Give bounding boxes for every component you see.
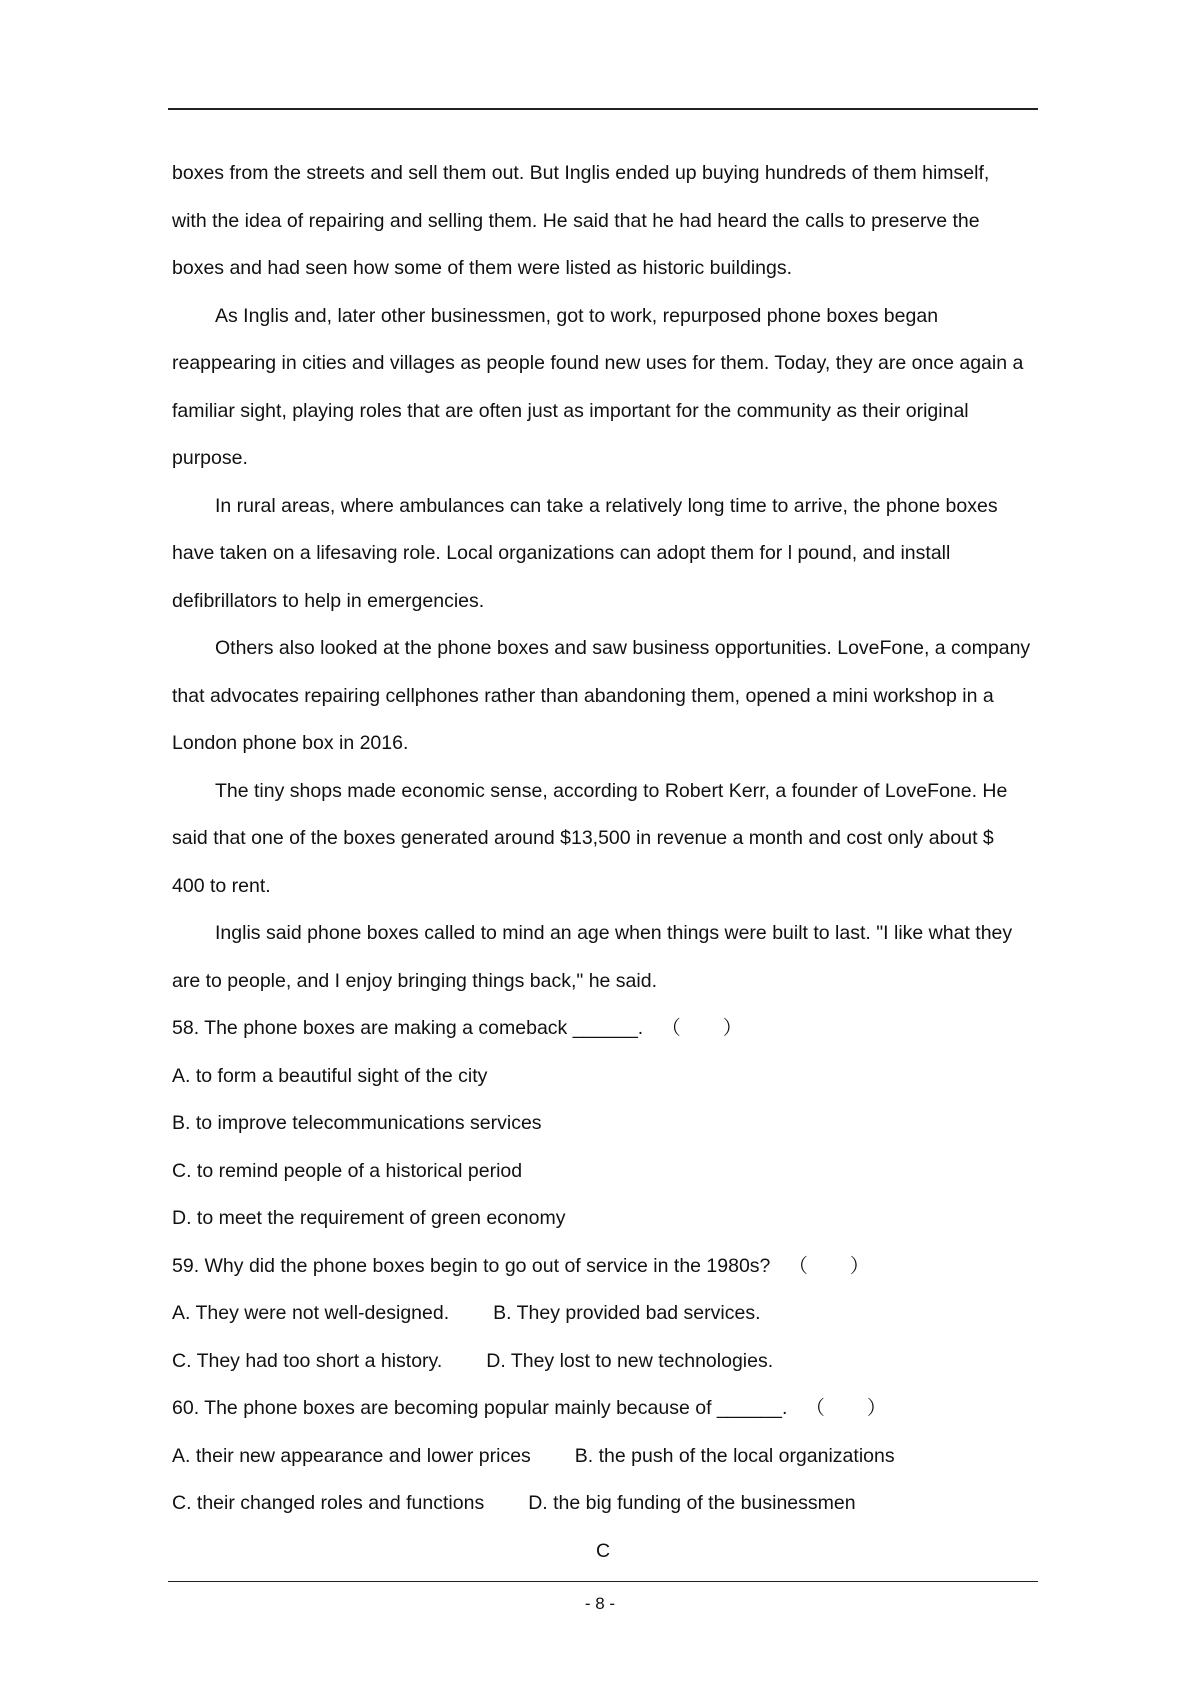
option-a: A. their new appearance and lower prices <box>172 1444 531 1467</box>
passage-line: As Inglis and, later other businessmen, got to work, repurposed phone boxes began <box>215 304 939 327</box>
passage-line: 400 to rent. <box>172 874 271 897</box>
question-text: 60. The phone boxes are becoming popular mainly because of ______. <box>172 1397 788 1419</box>
option-a: A. They were not well-designed. <box>172 1302 450 1324</box>
passage-line: boxes from the streets and sell them out. But Inglis ended up buying hundreds of them himself, <box>172 162 990 184</box>
option-b: B. the push of the local organizations <box>574 1444 895 1467</box>
option-a: A. to form a beautiful sight of the city <box>172 1064 488 1087</box>
header-rule <box>168 108 1038 110</box>
passage-line: are to people, and I enjoy bringing things back," he said. <box>172 969 657 992</box>
question-60 <box>172 1385 1034 1528</box>
footer-rule <box>168 1581 1038 1582</box>
question-stem <box>172 1005 1034 1053</box>
page-number: - 8 - <box>584 1594 616 1613</box>
option-d: D. the big funding of the businessmen <box>528 1492 856 1514</box>
passage-line: have taken on a lifesaving role. Local organizations can adopt them for l pound, and install <box>172 542 951 564</box>
question-59 <box>172 1243 1034 1386</box>
option-d: D. to meet the requirement of green economy <box>172 1207 566 1229</box>
option-c: C. to remind people of a historical period <box>172 1159 523 1182</box>
option-row <box>172 1290 1034 1338</box>
question-58 <box>172 1005 1034 1243</box>
option-c: C. They had too short a history. <box>172 1349 443 1372</box>
answer-parentheses: （ ） <box>661 1017 743 1039</box>
passage-line: In rural areas, where ambulances can take a relatively long time to arrive, the phone boxes <box>215 494 998 517</box>
passage-line: said that one of the boxes generated around $13,500 in revenue a month and cost only about $ <box>172 827 994 849</box>
section-heading: C <box>595 1539 611 1562</box>
passage-line: defibrillators to help in emergencies. <box>172 589 485 612</box>
option-d: D. They lost to new technologies. <box>486 1349 774 1372</box>
passage-line: familiar sight, playing roles that are often just as important for the community as their original <box>172 399 969 422</box>
passage-line: purpose. <box>172 447 248 469</box>
question-stem <box>172 1243 1034 1291</box>
passage-line: London phone box in 2016. <box>172 732 409 754</box>
passage <box>172 150 1034 1005</box>
option-row <box>172 1338 1034 1386</box>
answer-parentheses: （ ） <box>805 1397 887 1419</box>
document-body <box>172 150 1034 1575</box>
option-c: C. their changed roles and functions <box>172 1492 485 1514</box>
question-stem <box>172 1385 1034 1433</box>
option-b: B. to improve telecommunications services <box>172 1112 542 1134</box>
passage-line: with the idea of repairing and selling them. He said that he had heard the calls to preserve the <box>172 209 980 232</box>
passage-line: reappearing in cities and villages as people found new uses for them. Today, they are once again a <box>172 352 1024 374</box>
passage-line: Inglis said phone boxes called to mind an age when things were built to last. "I like what they <box>215 922 1013 944</box>
passage-line: boxes and had seen how some of them were listed as historic buildings. <box>172 257 793 279</box>
option-row <box>172 1433 1034 1481</box>
option-b: B. They provided bad services. <box>493 1302 761 1324</box>
question-text: 59. Why did the phone boxes begin to go out of service in the 1980s? <box>172 1254 771 1277</box>
passage-line: Others also looked at the phone boxes and saw business opportunities. LoveFone, a company <box>215 637 1031 659</box>
option-row <box>172 1480 1034 1528</box>
question-text: 58. The phone boxes are making a comeback ______. <box>172 1017 644 1039</box>
passage-line: The tiny shops made economic sense, according to Robert Kerr, a founder of LoveFone. He <box>215 779 1008 802</box>
answer-parentheses: （ ） <box>788 1254 870 1277</box>
passage-line: that advocates repairing cellphones rather than abandoning them, opened a mini workshop in a <box>172 684 994 707</box>
